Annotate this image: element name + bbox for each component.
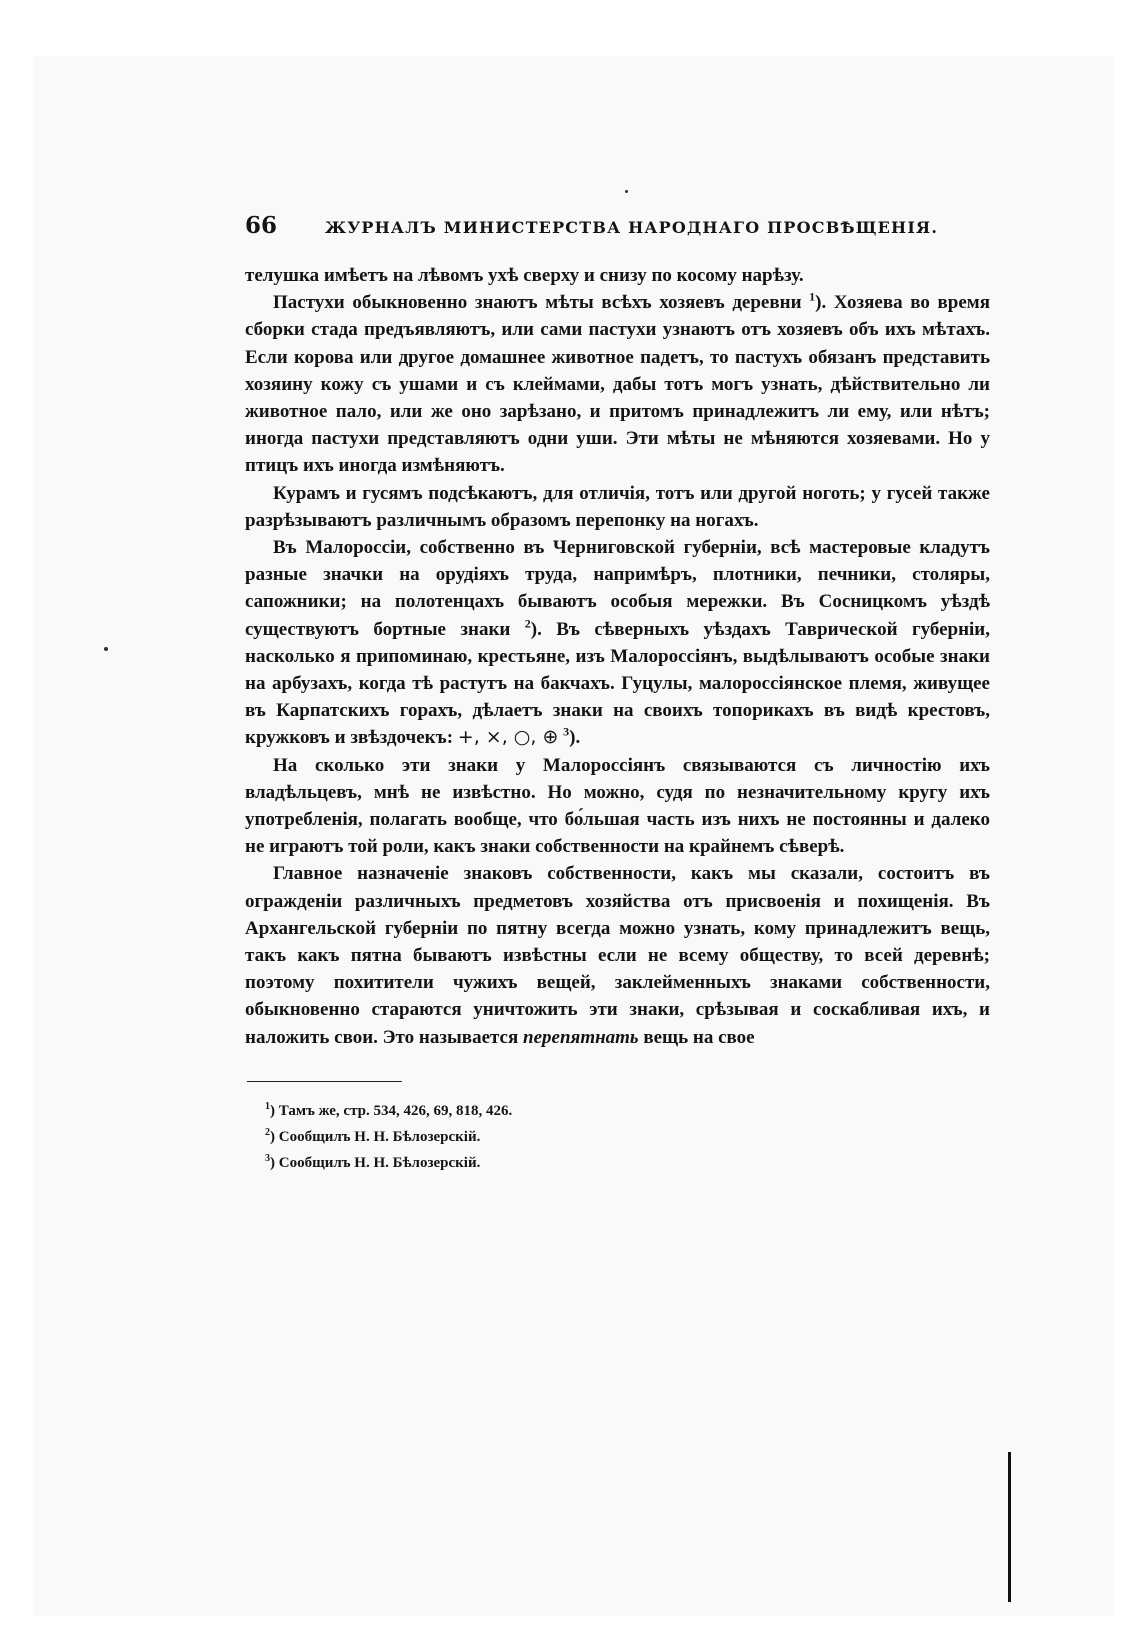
body-text <box>245 262 990 1051</box>
paragraph <box>245 262 990 289</box>
page-content <box>245 212 990 1174</box>
paragraph <box>245 480 990 534</box>
paragraph <box>245 534 990 752</box>
footnote-number: 1 <box>265 1100 270 1112</box>
footnote-marker: 1 <box>809 289 816 304</box>
emphasized-text: перепятнать <box>523 1026 639 1048</box>
text-run: вещь на свое <box>638 1026 755 1048</box>
footnote-rule <box>247 1081 402 1082</box>
text-run: Курамъ и гусямъ подсѣкаютъ, для отличія, тотъ или другой ноготь; у гусей также разрѣзываютъ различнымъ образомъ перепонку на ногахъ. <box>245 482 990 531</box>
footnote-text: ) Сообщилъ Н. Н. Бѣлозерскій. <box>270 1128 481 1145</box>
footnote-text: ) Тамъ же, стр. 534, 426, 69, 818, 426. <box>270 1102 513 1119</box>
footnote-marker: 3 <box>563 725 570 740</box>
text-run: ). Хозяева во время сборки стада предъявляютъ, или сами пастухи узнаютъ отъ хозяевъ объ ихъ мѣтахъ. Если корова или другое домашнее животное падетъ, то пастухъ обязанъ представить хозяину кожу съ ушами и съ клеймами, дабы тотъ могъ узнать, дѣйствительно ли животное пало, или же оно зарѣзано, и притомъ принадлежитъ ли ему, или нѣтъ; иногда пастухи представляютъ одни уши. Эти мѣты не мѣняются хозяевами. Но у птицъ ихъ иногда измѣняютъ. <box>245 292 991 477</box>
footnote-number: 2 <box>265 1126 270 1138</box>
footnote-text: ) Сообщилъ Н. Н. Бѣлозерскій. <box>270 1154 481 1171</box>
footnote <box>265 1148 990 1174</box>
footnote <box>265 1096 990 1122</box>
sign-symbols: +, ×, ○, ⊕ <box>457 726 559 749</box>
footnote-number: 3 <box>265 1152 270 1164</box>
text-run: Главное назначеніе знаковъ собственности, какъ мы сказали, состоитъ въ огражденіи различныхъ предметовъ хозяйства отъ присвоенія и похищенія. Въ Архангельской губерніи по пятну всегда можно узнать, кому принадлежитъ вещь, такъ какъ пятна бываютъ извѣстны если не всему обществу, то всей деревнѣ; поэтому похитители чужихъ вещей, заклейменныхъ знаками собственности, обыкновенно стараются уничтожить эти знаки, срѣзывая и соскабливая ихъ, и наложить свои. Это называется <box>245 863 990 1048</box>
paragraph <box>245 752 990 861</box>
footnotes <box>265 1096 990 1174</box>
scan-speck <box>625 190 628 193</box>
footnote <box>265 1122 990 1148</box>
text-run: телушка имѣетъ на лѣвомъ ухѣ сверху и снизу по косому нарѣзу. <box>245 265 804 286</box>
footnote-marker: 2 <box>524 616 531 631</box>
text-run: ). Въ сѣверныхъ уѣздахъ Таврической губерніи, насколько я припоминаю, крестьяне, изъ Малороссіянъ, выдѣлываютъ особые знаки на арбузахъ, когда тѣ растутъ на бакчахъ. Гуцулы, малороссіянское племя, живущее въ Карпатскихъ горахъ, дѣлаетъ знаки на своихъ топорикахъ въ видѣ крестовъ, кружковъ и звѣздочекъ: <box>245 618 990 749</box>
text-run: Пастухи обыкновенно знаютъ мѣты всѣхъ хозяевъ деревни <box>273 292 810 314</box>
text-run: ). <box>569 727 581 749</box>
scan-edge-bar <box>1008 1452 1011 1602</box>
running-header <box>245 212 990 242</box>
paragraph <box>245 860 990 1050</box>
scan-speck <box>104 647 108 651</box>
text-run: На сколько эти знаки у Малороссіянъ связываются съ личностію ихъ владѣльцевъ, мнѣ не извѣстно. Но можно, судя по незначительному кругу ихъ употребленія, полагать вообще, что бо́льшая часть изъ нихъ не постоянны и далеко не играютъ той роли, какъ знаки собственности на крайнемъ сѣверѣ. <box>245 754 990 858</box>
page-number: 66 <box>245 212 278 239</box>
paragraph <box>245 289 990 479</box>
text-run: Въ Малороссіи, собственно въ Черниговской губерніи, всѣ мастеровые кладутъ разные значки на орудіяхъ труда, напримѣръ, плотники, печники, столяры, сапожники; на полотенцахъ бываютъ особыя мережки. Въ Сосницкомъ уѣздѣ существуютъ бортные знаки <box>245 537 990 640</box>
running-title: ЖУРНАЛЪ МИНИСТЕРСТВА НАРОДНАГО ПРОСВѢЩЕНІЯ. <box>325 218 939 237</box>
